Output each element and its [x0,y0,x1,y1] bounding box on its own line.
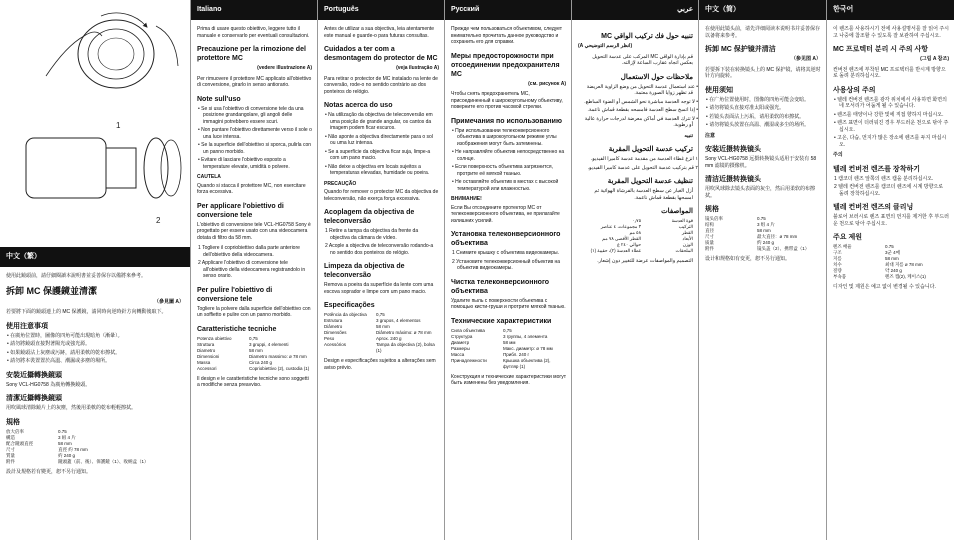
col-ru-h2: Примечания по использованию [451,117,562,125]
col-ar-step: ٢ قم بتركيب عدسة التحويل على عدسة كاميرا الفيديو. [587,164,698,171]
col-tw-h1: 拆卸 MC 保護鏡並清潔 [6,285,97,296]
spec-row: القطر ٥٨ مم [629,230,693,235]
col-it-bullet: • Non puntare l'obiettivo direttamente verso il sole o una luce intensa. [198,127,312,140]
col-pt-specs [324,312,439,354]
col-it-band: Italiano [191,0,318,20]
col-tw-h3: 安裝近攝轉換鏡頭 [6,371,62,379]
col-ko-bullet: • 텔레 컨버전 렌즈를 광각 위치에서 사용하면 화면의 네 모서리가 어둡게 될 수 있습니다. [834,96,947,109]
col-ko-h4: 텔레 컨버전 렌즈의 클리닝 [833,204,914,211]
col-tw-p3: Sony VCL-HG0758 為廣角轉換鏡頭。 [6,381,91,388]
col-pt-h5: Especificações [324,302,375,309]
col-ru-bullet: • Не оставляйте объектив в местах с высокой температурой или влажностью. [452,179,559,192]
col-pt-p2: Para retirar o protector de MC instalado na lente de conversão, rode-o no sentido contrário ao dos ponteiros do relógio. [324,75,438,95]
col-ar-p2: أزل الغبار عن سطح العدسة بالفرشاة الهوائية ثم امسحها بقطعة قماش ناعمة. [594,188,693,201]
col-ko-band: 한국어 [827,0,954,20]
spec-row: Diâmetro 58 mm [324,324,390,329]
spec-row: الأبعاد القطر الأقصى ٧٨ مم [602,236,693,241]
col-ru-band: Русский [445,0,572,20]
spec-row: Размеры Макс. диаметр: ø 78 мм [451,345,553,351]
spec-row: Сила объектива 0,75 [451,327,512,333]
spec-row: Accessori Copriobiettivo (2), custodia (1) [197,365,310,371]
col-pt-step: 2 Acople a objectiva de teleconversão rodando-a no sentido dos ponteiros do relógio. [325,243,434,256]
col-pt-sub: (veja ilustração A) [396,65,439,71]
spec-row: Принадлежности Крышка объектива (2), футляр (1) [451,357,551,369]
col-tw-p2: 若要將下面的鏡頭連上的 MC 保護鏡，請同時向逆時針方向轉動後取下。 [6,309,167,315]
spec-row: 质量 约 240 g [705,240,775,245]
col-cn-p3: Sony VCL-HG0758 远摄转换镜头适用于安装有 58 mm 滤镜的摄像机。 [705,156,817,169]
col-ko-bullet: • 고온, 다습, 먼지가 많은 장소에 렌즈를 두지 마십시오. [834,135,947,148]
svg-text:1: 1 [116,121,121,130]
col-ar-p1: قم بإدارة الواقي MC المركب على عدسة التحويل بعكس اتجاه عقارب الساعة لإزالته. [592,53,693,66]
col-ko-sub: (그림 A 참조) [920,56,949,62]
col-pt-bullet: • Não aponte a objectiva directamente para o sol ou uma luz intensa. [325,133,433,146]
col-it-p5: Togliere la polvere dalla superficie dell'obiettivo con un soffietto e pulire con un panno morbido. [197,305,311,318]
col-ru-h3: Установка телеконверсионного объектива [451,231,561,247]
col-pt-h1: Cuidados a ter com a desmontagem do protector de MC [324,46,438,62]
spec-row: 치수 최대 지름 ø 78 mm [833,262,923,267]
col-ru-bullet: • Если поверхность объектива загрязнится, протрите её мягкой тканью. [452,164,553,177]
col-tw-h2: 使用注意事項 [6,322,48,330]
col-ko-h1: MC 프로텍터 분리 시 주의 사항 [833,46,928,53]
col-ar-footnote: التصميم والمواصفات عرضة للتغيير دون إشعار. [597,258,693,264]
col-ru-step: 2 Установите телеконверсионный объектив на объектив видеокамеры. [452,258,561,271]
col-ru-step: 1 Снимите крышку с объектива видеокамеры. [452,250,560,256]
col-pt-bullet: • Não deixe a objectiva em locais sujeitos a temperaturas elevadas, humidade ou poeira. [325,163,430,176]
col-it-caution: CAUTELA [197,174,221,180]
col-ar-h2: ملاحظات حول الاستعمال [620,73,693,81]
col-cn-h4: 清洁近摄转换镜头 [705,176,761,183]
spec-row: 结构 3 组 4 片 [705,222,775,227]
col-pt-p3: Quando for remover o protector MC da objectiva de teleconversão, não exerça força excessiva. [324,189,439,202]
spec-row: Struttura 3 gruppi, 4 elementi [197,341,289,347]
col-ar-bullet: • عند استعمال عدسة التحويل من وضع الزاوية العريضة قد تظهر زوايا الصورة معتمة. [586,83,698,96]
col-cn-footnote: 设计和规格如有变更，恕不另行通知。 [705,256,791,262]
col-it-bullet: • Se si usa l'obiettivo di conversione tele da una posizione grandangolare, gli angoli delle immagini potrebbero essere scuri. [198,105,304,125]
col-ar-h3: تركيب عدسة التحويل المقربة [608,146,693,153]
spec-row: Massa Circa 240 g [197,359,273,365]
spec-row: 镜头倍率 0.75 [705,216,766,221]
col-ko-intro: 이 렌즈를 사용하시기 전에 사용설명서를 잘 읽어 주시고 나중에 참조할 수 있도록 잘 보관하여 주십시오. [833,26,949,39]
spec-row: 구조 3군 4매 [833,250,900,255]
spec-row: الملحقات غطاء العدسة (٢)، حقيبة (١) [590,248,693,253]
col-ru-footnote: Конструкция и технические характеристики могут быть изменены без уведомления. [451,373,566,386]
col-ar-step: ١ انزع غطاء العدسة من مقدمة عدسة كاميرا الفيديو. [590,156,698,162]
illustration-column [0,0,190,540]
col-cn-h1: 拆卸 MC 保护镜并清洁 [705,46,776,53]
col-it-p4: L'obiettivo di conversione tele VCL-HG0758 Sony è progettato per essere usato con una videocamera dotata di filtro da 58 mm. [197,221,311,241]
col-it-p3: Quando si stacca il protettore MC, non esercitare forza eccessiva. [197,182,306,195]
spec-row: Dimensões Diâmetro máximo: ø 78 mm [324,330,432,335]
spec-row: 配合鏡頭直徑 58 mm [6,440,72,446]
spec-row: Peso Aprox. 240 g [324,336,402,341]
col-ko-caution: 주의 [833,152,843,158]
figure-a-illustration [6,6,186,96]
col-it-intro: Prima di usare questo obiettivo, leggere tutto il manuale e conservarlo per eventuali consultazioni. [197,26,310,39]
col-ar [571,0,699,540]
col-ar-caution: تنبيه [684,132,693,139]
col-pt-bullet: • Na utilização da objectiva de teleconversão em uma posição de grande angular, os cantos da imagem podem ficar escuros. [325,112,433,131]
col-tw-intro: 使用此鏡頭前，請仔細閱讀本說明書並妥善保存以備將來參考。 [6,273,147,279]
col-it-p2: Per rimuovere il protettore MC applicato all'obiettivo di conversione, girarlo in senso antiorario. [197,75,312,88]
col-tw-sub: （參見圖 A） [153,298,184,305]
col-it-sub: (vedere illustrazione A) [257,65,312,71]
spec-row: 지름 58 mm [833,256,899,261]
col-it-step: 2 Applicare l'obiettivo di conversione tele all'obiettivo della videocamera registrandolo in senso orario. [198,260,306,279]
col-ru-p4: Удалите пыль с поверхности объектива с помощью кисти-груши и протрите мягкой тканью. [451,297,566,310]
spec-row: 直径 58 mm [705,228,771,233]
col-tw-footnote: 設計及規格若有變更，恕不另行通知。 [6,468,92,475]
col-it-specs [197,336,312,372]
spec-row: 放大倍率 0.75 [6,428,67,434]
spec-row: 질량 약 240 g [833,268,902,273]
col-cn-bullet: • 请勿将镜头放置在高温、潮湿或多尘的场所。 [706,122,810,128]
spec-row: Potenza obiettivo 0,75 [197,335,258,341]
col-ar-band: عربي [572,0,699,20]
col-cn-h5: 规格 [705,206,719,213]
col-tw-bullet: • 請勿將鏡頭直接對著陽光或強光源。 [7,341,91,347]
col-ar-h5: المواصفات [661,208,693,215]
col-tw-bullet: • 在廣角位置時，圖像的四角可能出現暗角（漸暈）。 [7,332,123,339]
spec-row: Масса Прибл. 240 г [451,351,530,357]
col-pt-intro: Antes de utilizar a sua objectiva, leia atentamente este manual e guarde-o para futuras consultas. [324,26,435,39]
spec-row: قوة العدسة ٠٫٧٥ [632,218,693,223]
col-it-h1: Precauzione per la rimozione del protettore MC [197,46,306,62]
col-it [190,0,318,540]
col-it-h5: Caratteristiche tecniche [197,325,277,333]
col-ru-intro: Прежде чем пользоваться объективом, следует внимательно прочитать данное руководство и сохранить его для справки. [451,26,563,45]
col-ru-bullet: • При использовании телеконверсионного объектива в широкоугольном режиме углы изображения могут быть затемнены. [452,127,557,147]
col-it-h3: Per applicare l'obiettivo di conversione tele [197,202,284,219]
col-ar-bullet: • لا توجه العدسة مباشرة نحو الشمس أو الضوء الساطع. [584,98,698,105]
spec-row: 尺寸 最大直径：ø 78 mm [705,234,798,239]
col-cn-band: 中文（简） [699,0,827,20]
col-ru-h4: Чистка телеконверсионного объектива [451,278,550,295]
col-ko-footnote: 디자인 및 제원은 예고 없이 변경될 수 있습니다. [833,284,936,290]
col-tw-bullet: • 請勿將本裝置置於高溫、潮濕或多塵的場所。 [7,358,111,364]
col-ar-bullet: • لا تترك العدسة في أماكن معرضة لدرجات حرارة عالية أو رطوبة. [584,115,698,128]
col-ko-p2: 컨버전 렌즈에 부착된 MC 프로텍터를 반시계 방향으로 돌려 분리하십시오. [833,66,946,79]
col-cn-h3: 安装近摄转换镜头 [705,146,761,153]
spec-row: Potência da objectiva 0,75 [324,312,385,317]
col-ko-bullet: • 렌즈 표면이 더러워진 경우 부드러운 천으로 닦아 주십시오. [834,120,949,133]
col-ko-p3: 블로어 브러시로 렌즈 표면의 먼지를 제거한 후 부드러운 천으로 닦아 주십시오. [833,214,949,227]
spec-row: الوزن حوالي ٢٤٠ غ [617,242,693,247]
col-cn-bullet: • 请勿将镜头直接对准太阳或强光。 [706,105,785,111]
col-ko-specs [833,244,949,280]
spec-row: 附件 鏡頭蓋（前、後）、保護鏡（1）、收納盒（1） [6,458,149,464]
col-ko-bullet: • 렌즈를 태양이나 강한 빛에 직접 향하지 마십시오. [834,111,944,118]
col-tw-h5: 規格 [6,418,20,426]
col-ko-h3: 텔레 컨버전 렌즈를 장착하기 [833,165,920,173]
col-ru-h1: Меры предосторожности при отсоединении предохранителя МС [451,52,560,78]
col-pt [317,0,445,540]
col-pt-step: 1 Retire a tampa da objectiva da frente da objectiva da câmara de vídeo. [325,228,419,241]
spec-row: 附件 镜头盖（2）、携带盒（1） [705,246,810,251]
spec-row: 부속품 렌즈 캡(2), 케이스(1) [833,274,926,279]
spec-row: التركيب ٣ مجموعات، ٤ عناصر [600,224,693,229]
spec-row: Acessórios Tampa da objectiva (2), bolsa (1) [324,342,435,353]
col-ru-specs [451,328,566,370]
col-it-footnote: Il design e le caratteristiche tecniche sono soggetti a modifiche senza preavviso. [197,375,309,388]
col-pt-caution: PRECAUÇÃO [324,180,357,187]
col-tw-specs [6,429,184,465]
col-ar-sub: (انظر الرسم التوضيحي A) [578,43,633,49]
col-ru-p3: Если Вы отсоедините протектор MC от телеконверсионного объектива, не прилагайте излишних усилий. [451,204,560,224]
col-tw-band: 中文（繁） [0,247,190,267]
spec-row: Диаметр 58 мм [451,339,516,345]
col-ar-bullet: • إذا اتسخ سطح العدسة فامسحه بقطعة قماش ناعمة. [587,107,698,113]
col-ru-sub: (см. рисунок A) [528,80,566,87]
col-tw-p4: 用吹風球清除鏡片上的灰塵，然後用柔軟的乾布輕輕擦拭。 [6,405,137,411]
col-ru-p2: Чтобы снять предохранитель MC, присоединенный к широкоугольному объективу, поверните его против часовой стрелки. [451,91,563,110]
svg-text:2: 2 [156,216,161,225]
col-cn-bullet: • 若镜头表面沾上污垢，请用柔软的布擦拭。 [706,113,805,120]
spec-row: Dimensioni Diametro massimo: ø 78 mm [197,353,307,359]
col-ar-h1: تنبيه حول فك تركيب الواقي MC [601,33,693,40]
col-cn-h2: 使用须知 [705,86,733,94]
spec-row: 構造 3 組 4 片 [6,434,76,440]
spec-row: Структура 3 группы, 4 элемента [451,333,548,339]
col-it-h2: Note sull'uso [197,95,241,103]
col-ru-bullet: • Не направляйте объектив непосредственно на солнце. [452,149,565,162]
col-it-bullet: • Se la superficie dell'obiettivo si sporca, pulirla con un panno morbido. [198,142,312,155]
col-pt-h4: Limpeza da objectiva de teleconversão [324,263,405,279]
col-cn-specs [705,216,821,252]
col-ko [826,0,954,540]
col-ko-step: 2 텔레 컨버전 렌즈를 캠코더 렌즈에 시계 방향으로 돌려 장착하십시오. [834,184,944,197]
col-cn-intro: 在使用此镜头前，请先详细阅读本说明书并妥善保存以备将来参考。 [705,26,821,39]
col-ar-h4: تنظيف عدسة التحويل المقربة [607,178,693,185]
col-cn-caution: 注意 [705,132,716,139]
col-ru-h5: Технические характеристики [451,317,552,325]
col-pt-bullet: • Se a superfície da objectiva ficar suja, limpe-a com um pano macio. [325,148,431,161]
figure-b-illustration [6,98,186,238]
col-pt-footnote: Design e especificações sujeitos a alterações sem aviso prévio. [324,358,436,371]
col-pt-p4: Remova a poeira da superfície da lente com uma escova soprador e limpe com um pano macio. [324,282,434,295]
spec-row: Diametro 58 mm [197,347,263,353]
col-tw-bullet: • 如果鏡頭沾上灰塵或污跡，請用柔軟的乾布擦拭。 [7,349,121,356]
col-pt-h3: Acoplagem da objectiva de teleconversão [324,209,415,225]
spec-row: 質量 約 240 g [6,452,76,458]
col-cn-bullet: • 在广角位置使用时，图像的四角可能会变暗。 [706,96,810,103]
col-ko-h2: 사용상의 주의 [833,86,876,94]
col-ru [444,0,572,540]
col-it-h4: Per pulire l'obiettivo di conversione tele [197,286,273,303]
spec-row: 尺寸 直徑 約 78 mm [6,446,88,452]
spec-row: 렌즈 배율 0.75 [833,244,894,249]
col-cn [698,0,827,540]
col-cn-p4: 用吹风球除去镜头表面的灰尘，然后用柔软的布擦拭。 [705,186,816,199]
spec-row: Estrutura 3 grupos, 4 elementos [324,318,421,323]
col-it-bullet: • Evitare di lasciare l'obiettivo esposto a temperature elevate, umidità o polvere. [198,157,290,170]
col-pt-band: Português [318,0,445,20]
col-tw [0,247,190,479]
figure-a-label: A [9,7,15,13]
figure-b-label: B [9,99,15,105]
col-ru-caution: ВНИМАНИЕ! [451,196,482,202]
col-pt-h2: Notas acerca do uso [324,102,393,109]
col-cn-sub: （参见图 A） [790,56,821,62]
col-it-step: 1 Togliere il copriobiettivo dalla parte anteriore dell'obiettivo della videocamera. [198,245,300,258]
col-ko-step: 1 캠코더 렌즈 앞쪽의 렌즈 캡을 분리하십시오. [834,175,934,182]
col-ko-h5: 주요 제원 [833,234,862,241]
col-tw-h4: 清潔近攝轉換鏡頭 [6,395,62,402]
col-cn-p2: 若要拆下装在转换镜头上的 MC 保护镜，请将其逆时针方向旋转。 [705,66,821,79]
col-ar-specs [578,218,693,254]
